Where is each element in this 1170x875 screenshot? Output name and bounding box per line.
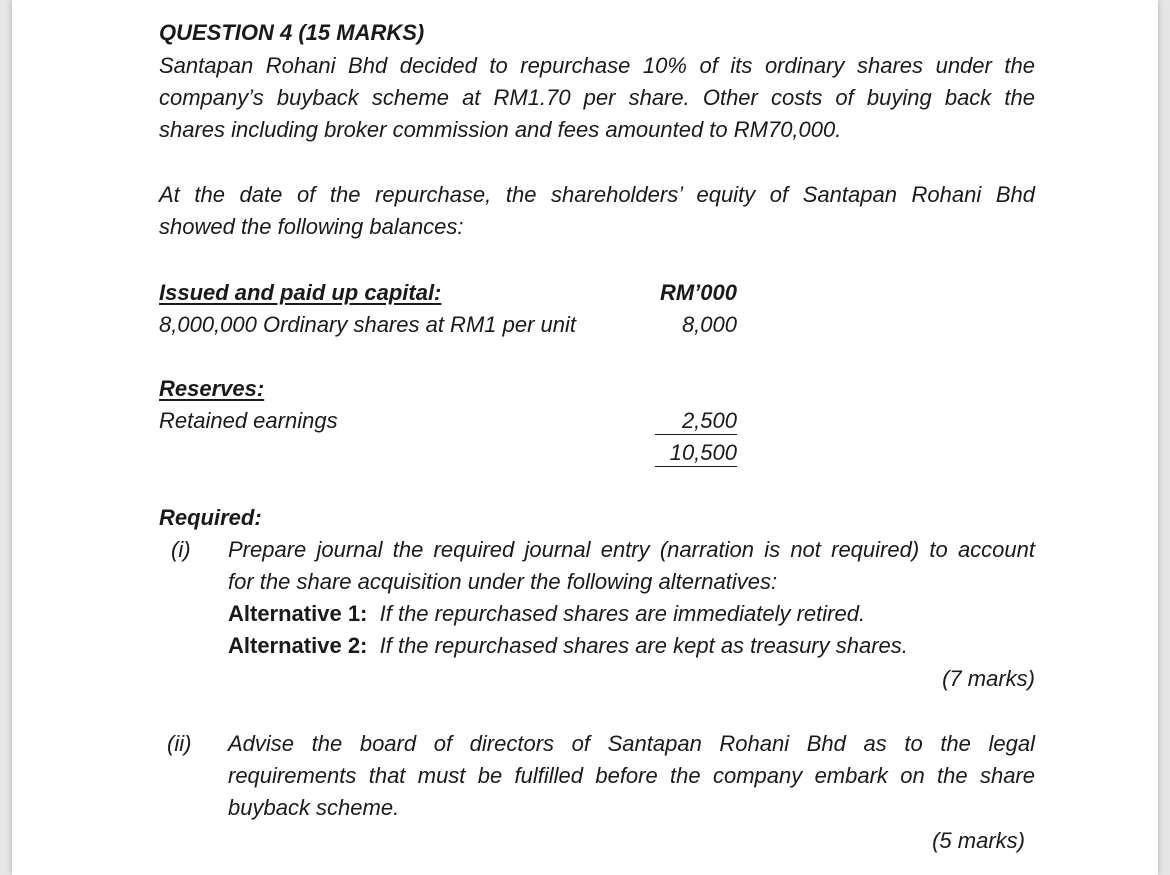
- equity-intro-line-2: showed the following balances:: [159, 214, 464, 239]
- intro-line-2: company’s buyback scheme at RM1.70 per share. Other costs of buying back the: [159, 85, 1035, 110]
- reserves-heading: Reserves:: [159, 376, 265, 401]
- required-heading: Required:: [159, 505, 262, 530]
- subtotal-rule: [655, 434, 737, 435]
- part-i-line-1: Prepare journal the required journal entry (narration is not required) to account: [228, 537, 1035, 562]
- total-rule: [655, 466, 737, 467]
- alternative-2-text: If the repurchased shares are kept as treasury shares.: [379, 633, 908, 658]
- capital-heading: Issued and paid up capital:: [159, 280, 442, 305]
- part-ii-number: (ii): [167, 731, 192, 756]
- total-value: 10,500: [669, 440, 737, 465]
- part-ii-line-2: requirements that must be fulfilled before the company embark on the share: [228, 763, 1035, 788]
- capital-value: 8,000: [681, 312, 737, 337]
- alternative-1-text: If the repurchased shares are immediately retired.: [379, 601, 866, 626]
- question-heading: QUESTION 4 (15 MARKS): [159, 20, 425, 45]
- intro-line-3: shares including broker commission and fees amounted to RM70,000.: [159, 117, 842, 142]
- part-ii-marks: (5 marks): [932, 828, 1025, 853]
- alternative-1: [228, 598, 865, 630]
- part-ii-line-3: buyback scheme.: [228, 795, 400, 820]
- alternative-2-label: Alternative 2:: [228, 633, 368, 658]
- part-ii-line-1: Advise the board of directors of Santapan Rohani Bhd as to the legal: [228, 731, 1035, 756]
- currency-header: RM’000: [659, 280, 737, 305]
- equity-intro-line-1: At the date of the repurchase, the shareholders’ equity of Santapan Rohani Bhd: [159, 182, 1035, 207]
- intro-line-1: Santapan Rohani Bhd decided to repurchase 10% of its ordinary shares under the: [159, 53, 1035, 78]
- retained-label: Retained earnings: [159, 408, 338, 433]
- alternative-2: [228, 630, 908, 662]
- document-page: [12, 0, 1158, 875]
- alternative-1-label: Alternative 1:: [228, 601, 368, 626]
- part-i-marks: (7 marks): [942, 666, 1035, 691]
- part-i-number: (i): [171, 537, 191, 562]
- retained-value: 2,500: [681, 408, 737, 433]
- capital-line: 8,000,000 Ordinary shares at RM1 per unit: [159, 312, 577, 337]
- part-i-line-2: for the share acquisition under the following alternatives:: [228, 569, 778, 594]
